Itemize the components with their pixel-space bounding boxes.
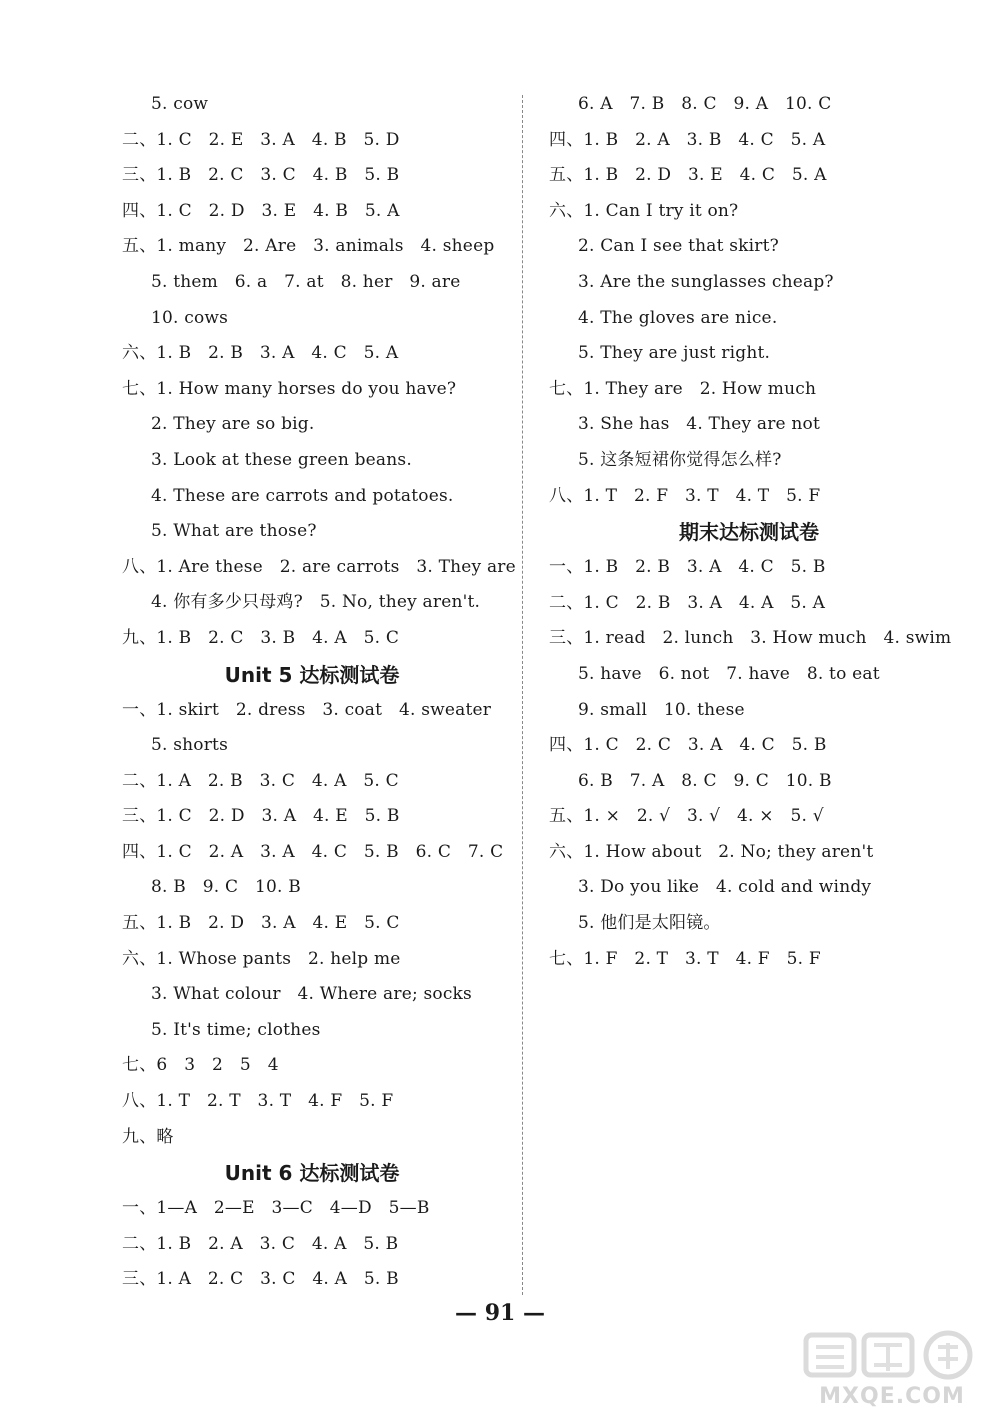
answer-line: 九、略 [122, 1126, 174, 1147]
answer-line: 八、1. T 2. F 3. T 4. T 5. F [549, 485, 821, 506]
answer-line: 8. B 9. C 10. B [151, 877, 301, 898]
answer-line: 一、1—A 2—E 3—C 4—D 5—B [122, 1198, 430, 1219]
answer-line: 三、1. A 2. C 3. C 4. A 5. B [122, 1269, 399, 1290]
answer-line: 5. 他们是太阳镜。 [578, 913, 721, 934]
section-heading: Unit 6 达标测试卷 [224, 1161, 400, 1186]
answer-line: 3. What colour 4. Where are; socks [151, 984, 472, 1005]
answer-line: 5. It's time; clothes [151, 1019, 321, 1040]
answer-line: 五、1. B 2. D 3. E 4. C 5. A [549, 165, 827, 186]
answer-line: 5. They are just right. [578, 343, 771, 364]
answer-line: 5. 这条短裙你觉得怎么样? [578, 449, 782, 470]
answer-line: 八、1. T 2. T 3. T 4. F 5. F [122, 1091, 394, 1112]
answer-line: 四、1. B 2. A 3. B 4. C 5. A [549, 129, 826, 150]
answer-line: 5. cow [151, 94, 209, 114]
answer-line: 3. Are the sunglasses cheap? [578, 271, 834, 292]
column-divider [522, 95, 523, 1295]
answer-line: 二、1. A 2. B 3. C 4. A 5. C [122, 770, 399, 791]
answer-line: 3. She has 4. They are not [578, 414, 821, 435]
answer-line: 七、1. They are 2. How much [549, 378, 817, 399]
answer-line: 六、1. B 2. B 3. A 4. C 5. A [122, 343, 399, 364]
answer-line: 七、1. How many horses do you have? [122, 378, 457, 399]
answer-line: 三、1. B 2. C 3. C 4. B 5. B [122, 165, 400, 186]
answer-line: 5. What are those? [151, 521, 317, 542]
answer-line: 八、1. Are these 2. are carrots 3. They are [122, 556, 516, 577]
answer-line: 9. small 10. these [578, 699, 745, 720]
answer-line: 六、1. How about 2. No; they aren't [549, 841, 874, 862]
answer-line: 4. The gloves are nice. [578, 307, 778, 328]
watermark [792, 1329, 992, 1409]
answer-line: 5. them 6. a 7. at 8. her 9. are [151, 271, 461, 292]
watermark-url: MXQE.COM [819, 1384, 965, 1409]
answer-line: 2. They are so big. [151, 414, 315, 435]
answer-line: 6. A 7. B 8. C 9. A 10. C [578, 94, 832, 114]
answer-line: 五、1. × 2. √ 3. √ 4. × 5. √ [549, 806, 824, 827]
answer-line: 6. B 7. A 8. C 9. C 10. B [578, 770, 832, 791]
answer-line: 四、1. C 2. C 3. A 4. C 5. B [549, 735, 827, 756]
section-heading: 期末达标测试卷 [679, 520, 819, 545]
left-column [122, 87, 516, 1298]
section-heading: Unit 5 达标测试卷 [224, 662, 400, 687]
answer-line: 一、1. B 2. B 3. A 4. C 5. B [549, 557, 826, 578]
answer-line: 七、1. F 2. T 3. T 4. F 5. F [549, 948, 821, 969]
answer-line: 2. Can I see that skirt? [578, 236, 779, 257]
answer-line: 10. cows [151, 307, 229, 328]
answer-line: 四、1. C 2. A 3. A 4. C 5. B 6. C 7. C [122, 841, 504, 862]
answer-line: 五、1. many 2. Are 3. animals 4. sheep [122, 236, 495, 257]
answer-line: 七、6 3 2 5 4 [122, 1055, 279, 1076]
answer-line: 二、1. C 2. B 3. A 4. A 5. A [549, 592, 826, 613]
answer-line: 3. Look at these green beans. [151, 449, 412, 470]
right-column [549, 87, 952, 977]
answer-line: 六、1. Whose pants 2. help me [122, 948, 401, 969]
answer-line: 二、1. B 2. A 3. C 4. A 5. B [122, 1233, 399, 1254]
answer-line: 4. 你有多少只母鸡? 5. No, they aren't. [151, 592, 481, 613]
watermark-logo-icon [802, 1329, 982, 1381]
answer-line: 三、1. C 2. D 3. A 4. E 5. B [122, 806, 400, 827]
answer-line: 三、1. read 2. lunch 3. How much 4. swim [549, 628, 952, 649]
answer-line: 二、1. C 2. E 3. A 4. B 5. D [122, 129, 400, 150]
answer-line: 九、1. B 2. C 3. B 4. A 5. C [122, 627, 400, 648]
answer-line: 5. have 6. not 7. have 8. to eat [578, 663, 880, 684]
answer-line: 5. shorts [151, 735, 229, 756]
page-number: — 91 — [455, 1300, 545, 1326]
answer-line: 四、1. C 2. D 3. E 4. B 5. A [122, 200, 400, 221]
answer-line: 五、1. B 2. D 3. A 4. E 5. C [122, 913, 400, 934]
answer-line: 4. These are carrots and potatoes. [151, 485, 454, 506]
answer-line: 3. Do you like 4. cold and windy [578, 877, 872, 898]
answer-line: 六、1. Can I try it on? [549, 200, 739, 221]
answer-line: 一、1. skirt 2. dress 3. coat 4. sweater [122, 699, 492, 720]
